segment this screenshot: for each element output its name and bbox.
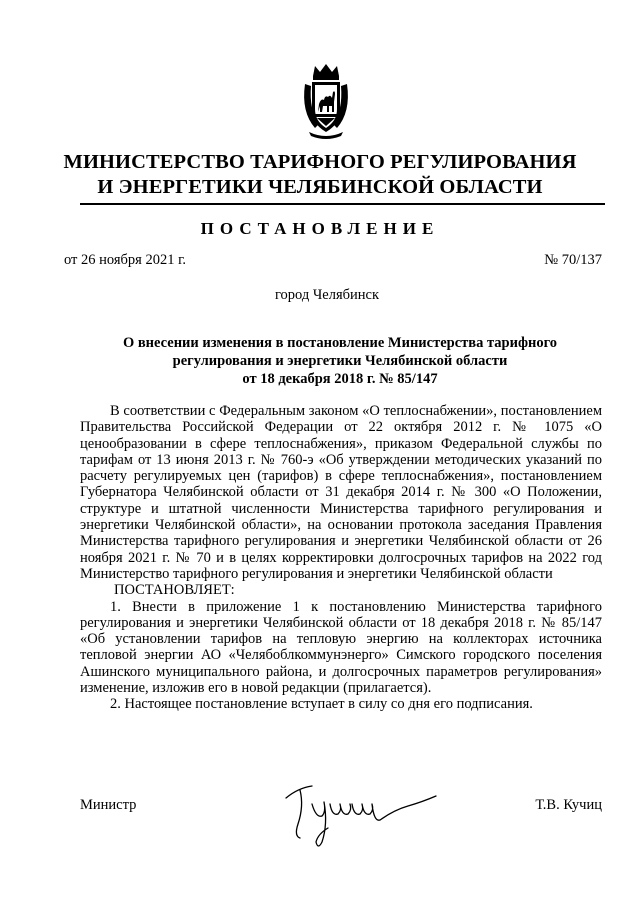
ministry-title (40, 150, 600, 200)
signatory-name: Т.В. Кучиц (535, 797, 602, 813)
signatory-title: Министр (80, 797, 137, 813)
subject-line1: О внесении изменения в постановление Министерства тарифного (122, 335, 558, 351)
item-2-paragraph: 2. Настоящее постановление вступает в силу со дня его подписания. (110, 696, 533, 713)
preamble-paragraph: В соответствии с Федеральным законом «О теплоснабжении», постановлением Правительства Российской Федерации от 22 октября 2012 г. № 1075 «О ценообразовании в сфере теплоснабжения», приказом Федеральной службы по тарифам от 13 июня 2013 г. № 760-э «Об утверждении методических указаний по расчету регулируемых цен (тарифов) в сфере теплоснабжения», постановлением Губернатора Челябинской области от 31 декабря 2014 г. № 300 «О Положении, структуре и штатной численности Министерства тарифного регулирования и энергетики Челябинской области», на основании протокола заседания Правления Министерства тарифного регулирования и энергетики Челябинской области от 26 ноября 2021 г. № 70 и в целях корректировки долгосрочных тарифов на 2022 год Министерство тарифного регулирования и энергетики Челябинской области (80, 403, 602, 582)
subject-line3: от 18 декабря 2018 г. № 85/147 (242, 371, 438, 387)
item-1-paragraph: 1. Внести в приложение 1 к постановлению Министерства тарифного регулирования и энергетики Челябинской области от 18 декабря 2018 г. № 85/147 «Об установлении тарифов на тепловую энергию на коллекторах источника тепловой энергии АО «Челябоблкоммунэнерго» Симского городского поселения Ашинского муниципального района, и долгосрочных параметров регулирования» изменение, изложив его в новой редакции (прилагается). (80, 598, 602, 697)
resolves-heading: ПОСТАНОВЛЯЕТ: (114, 582, 235, 599)
document-subject (90, 334, 590, 388)
document-date: от 26 ноября 2021 г. (64, 252, 187, 268)
handwritten-signature (282, 776, 442, 856)
document-type: ПОСТАНОВЛЕНИЕ (200, 219, 440, 238)
subject-line2: регулирования и энергетики Челябинской области (172, 353, 508, 369)
coat-of-arms-icon (299, 62, 353, 140)
ministry-title-line1: МИНИСТЕРСТВО ТАРИФНОГО РЕГУЛИРОВАНИЯ (63, 151, 577, 173)
document-body (80, 403, 602, 713)
header-divider (80, 203, 605, 205)
ministry-title-line2: И ЭНЕРГЕТИКИ ЧЕЛЯБИНСКОЙ ОБЛАСТИ (97, 176, 543, 198)
document-number: № 70/137 (544, 252, 602, 268)
document-city: город Челябинск (274, 287, 380, 303)
